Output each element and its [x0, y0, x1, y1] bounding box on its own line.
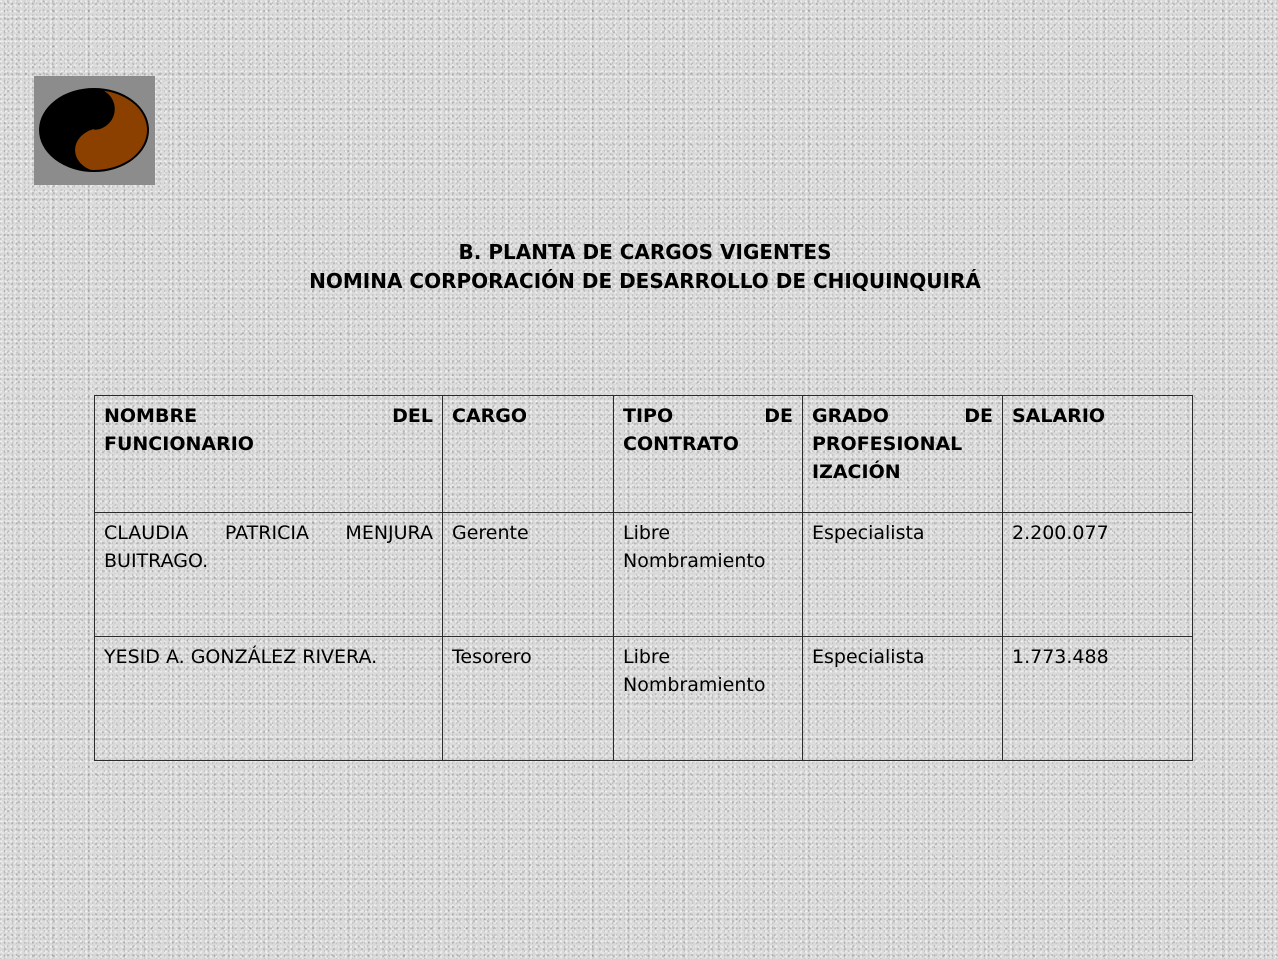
- cell-tipo-line-2: Nombramiento: [623, 550, 766, 572]
- header-tipo-line-1: TIPO DE: [623, 405, 793, 427]
- cell-salario: 1.773.488: [1003, 637, 1193, 761]
- table-row: [95, 637, 1193, 761]
- header-grado-line-2: PROFESIONAL: [812, 433, 963, 455]
- corporation-logo-icon: [34, 76, 155, 185]
- cell-tipo: [614, 513, 803, 637]
- logo: [34, 76, 155, 185]
- header-tipo: [614, 396, 803, 513]
- cell-grado: Especialista: [803, 637, 1003, 761]
- cell-nombre-line-1: CLAUDIA PATRICIA MENJURA: [104, 522, 433, 544]
- cell-cargo: Tesorero: [443, 637, 614, 761]
- cell-nombre: YESID A. GONZÁLEZ RIVERA.: [95, 637, 443, 761]
- header-nombre: [95, 396, 443, 513]
- header-grado-line-1: GRADO DE: [812, 405, 993, 427]
- title-line-2: NOMINA CORPORACIÓN DE DESARROLLO DE CHIQUINQUIRÁ: [309, 269, 981, 293]
- header-salario: [1003, 396, 1193, 513]
- header-tipo-line-2: CONTRATO: [623, 433, 739, 455]
- staff-table: [94, 395, 1193, 761]
- header-salario-label: SALARIO: [1012, 405, 1106, 427]
- table-header-row: [95, 396, 1193, 513]
- cell-tipo-line-1: Libre: [623, 522, 671, 544]
- cell-nombre: [95, 513, 443, 637]
- table-row: [95, 513, 1193, 637]
- page-title: [0, 238, 1278, 296]
- title-line-1: B. PLANTA DE CARGOS VIGENTES: [458, 240, 832, 264]
- cell-grado: Especialista: [803, 513, 1003, 637]
- header-grado-line-3: IZACIÓN: [812, 461, 901, 483]
- header-cargo-label: CARGO: [452, 405, 528, 427]
- header-grado: [803, 396, 1003, 513]
- header-cargo: [443, 396, 614, 513]
- cell-cargo: Gerente: [443, 513, 614, 637]
- cell-tipo-line-1: Libre: [623, 646, 671, 668]
- cell-nombre-line-2: BUITRAGO.: [104, 550, 209, 572]
- header-nombre-line-2: FUNCIONARIO: [104, 433, 254, 455]
- cell-tipo-line-2: Nombramiento: [623, 674, 766, 696]
- cell-salario: 2.200.077: [1003, 513, 1193, 637]
- cell-tipo: [614, 637, 803, 761]
- header-nombre-line-1: NOMBRE DEL: [104, 405, 433, 427]
